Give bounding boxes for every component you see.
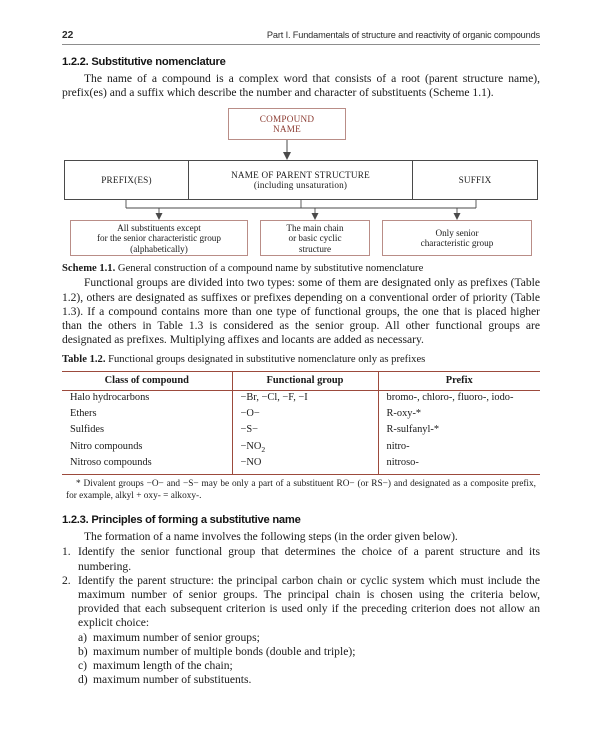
- list-item: [78, 659, 540, 673]
- scheme-diagram: [64, 108, 538, 256]
- scheme-cell-prefixes: [65, 161, 189, 199]
- box-only-line2: characteristic group: [420, 238, 494, 249]
- cell-group-text: −NO: [240, 440, 262, 452]
- scheme-cell-parent-sub: (including unsaturation): [253, 180, 348, 191]
- criterion-text: maximum number of senior groups;: [93, 630, 260, 644]
- criterion-label: b): [78, 644, 88, 658]
- scheme-cell-parent-structure: [189, 161, 413, 199]
- table-row: [62, 424, 540, 440]
- scheme-cell-prefixes-label: PREFIX(ES): [101, 175, 152, 186]
- box-only-line1: Only senior: [435, 227, 479, 238]
- scheme-cell-suffix-label: SUFFIX: [458, 175, 492, 186]
- cell-prefix: nitroso-: [386, 456, 419, 468]
- cell-prefix: bromo-, chloro-, fluoro-, iodo-: [386, 391, 514, 403]
- criterion-label: d): [78, 673, 88, 687]
- scheme-middle-row: [64, 160, 538, 200]
- table-header-row: [62, 372, 540, 391]
- cell-prefix: R-sulfanyl-*: [386, 424, 440, 436]
- scheme-box-only-senior: [382, 220, 532, 256]
- cell-group-text: −S−: [240, 424, 258, 436]
- column-header-class: Class of compound: [62, 372, 232, 391]
- cell-prefix: nitro-: [386, 440, 410, 452]
- cell-group: [232, 408, 378, 424]
- functional-groups-paragraph: Functional groups are divided into two types: some of them are designated only as prefixes (Table 1.2), others are designated as suffixes or prefixes depending on a conventional order of priority (Table 1.3). If a compound contains more than one type of functional groups, the one that is placed higher than the others in Table 1.3 is considered as the senior group. All other functional groups are designated as prefixes. Multiplying affixes and locants are added as necessary.: [62, 276, 540, 347]
- cell-class: Ethers: [62, 408, 232, 424]
- scheme-cell-parent-label: NAME OF PARENT STRUCTURE: [231, 169, 370, 180]
- table-caption-text: Functional groups designated in substitutive nomenclature only as prefixes: [105, 354, 426, 366]
- box-all-line2: for the senior characteristic group: [97, 233, 221, 244]
- table-footnote: * Divalent groups −O− and −S− may be only a part of a substituent RO− (or RS−) and designated as a composite prefix, for example, alkyl + oxy- = alkoxy-.: [66, 479, 536, 501]
- scheme-cell-suffix: [413, 161, 537, 199]
- running-head: [62, 30, 540, 45]
- list-item: [78, 673, 540, 687]
- cell-group: [232, 456, 378, 474]
- scheme-caption-label: Scheme 1.1.: [62, 263, 116, 275]
- box-all-line1: All substituents except: [117, 222, 201, 233]
- criterion-label: a): [78, 630, 88, 644]
- criterion-text: maximum number of multiple bonds (double and triple);: [93, 644, 356, 658]
- list-item: [62, 545, 540, 573]
- cell-class: Sulfides: [62, 424, 232, 440]
- scheme-box-all-substituents: [70, 220, 248, 256]
- criterion-label: c): [78, 659, 88, 672]
- intro-paragraph: The name of a compound is a complex word that consists of a root (parent structure name), prefix(es) and a suffix which describe the number and character of substituents (Scheme 1.1).: [62, 72, 540, 100]
- list-item: [62, 574, 540, 631]
- table-body: [62, 391, 540, 475]
- table-caption: [62, 353, 540, 366]
- table-1-2: [62, 371, 540, 475]
- cell-class: Halo hydrocarbons: [62, 391, 232, 408]
- step-number: 1.: [62, 545, 71, 559]
- cell-group-text: −Br, −Cl, −F, −I: [240, 391, 308, 403]
- list-item: [78, 645, 540, 659]
- table-caption-label: Table 1.2.: [62, 354, 106, 366]
- scheme-box-compound-name: [228, 108, 346, 140]
- table-row: [62, 440, 540, 456]
- column-header-group: Functional group: [232, 372, 378, 391]
- table-row: [62, 391, 540, 408]
- box-main-line2: or basic cyclic: [288, 233, 342, 244]
- cell-group-text: −NO: [240, 456, 262, 468]
- cell-class: Nitroso compounds: [62, 456, 232, 474]
- step-text: Identify the senior functional group that determines the choice of a parent structure and its numbering.: [78, 545, 540, 573]
- box-all-line3: (alphabetically): [130, 243, 188, 254]
- box-main-line3: structure: [298, 243, 332, 254]
- cell-class: Nitro compounds: [62, 440, 232, 456]
- column-header-prefix: Prefix: [378, 372, 540, 391]
- section-heading-122: 1.2.2. Substitutive nomenclature: [62, 56, 226, 68]
- section-heading-123: 1.2.3. Principles of forming a substitutive name: [62, 514, 301, 527]
- criteria-list: [62, 631, 540, 688]
- steps-intro-paragraph: The formation of a name involves the following steps (in the order given below).: [84, 530, 458, 544]
- cell-group-sub: 2: [261, 444, 266, 454]
- running-title: Part I. Fundamentals of structure and reactivity of organic compounds: [266, 30, 540, 40]
- compound-name-line2: NAME: [272, 124, 302, 135]
- criterion-text: maximum number of substituents.: [93, 673, 252, 687]
- step-text: Identify the parent structure: the principal carbon chain or cyclic system which must include the maximum number of senior groups. The principal chain is chosen using the criteria below, provided that each subsequent criterion is used only if the preceding criterion does not allow an explicit choice:: [78, 573, 540, 630]
- step-number: 2.: [62, 573, 71, 587]
- cell-group-text: −O−: [240, 408, 260, 420]
- criterion-text: maximum length of the chain;: [93, 659, 233, 672]
- cell-group: [232, 391, 378, 408]
- table-row: [62, 456, 540, 474]
- steps-list: [62, 545, 540, 630]
- scheme-caption: [62, 262, 540, 275]
- scheme-caption-text: General construction of a compound name by substitutive nomenclature: [115, 263, 424, 275]
- table-row: [62, 408, 540, 424]
- scheme-1-1: [62, 108, 540, 256]
- cell-prefix: R-oxy-*: [386, 408, 422, 420]
- cell-group: [232, 424, 378, 440]
- scheme-box-main-chain: [260, 220, 370, 256]
- list-item: [78, 631, 540, 645]
- box-main-line1: The main chain: [286, 222, 344, 233]
- page-number: 22: [62, 30, 74, 41]
- cell-group: [232, 440, 378, 456]
- compound-name-line1: COMPOUND: [259, 113, 315, 124]
